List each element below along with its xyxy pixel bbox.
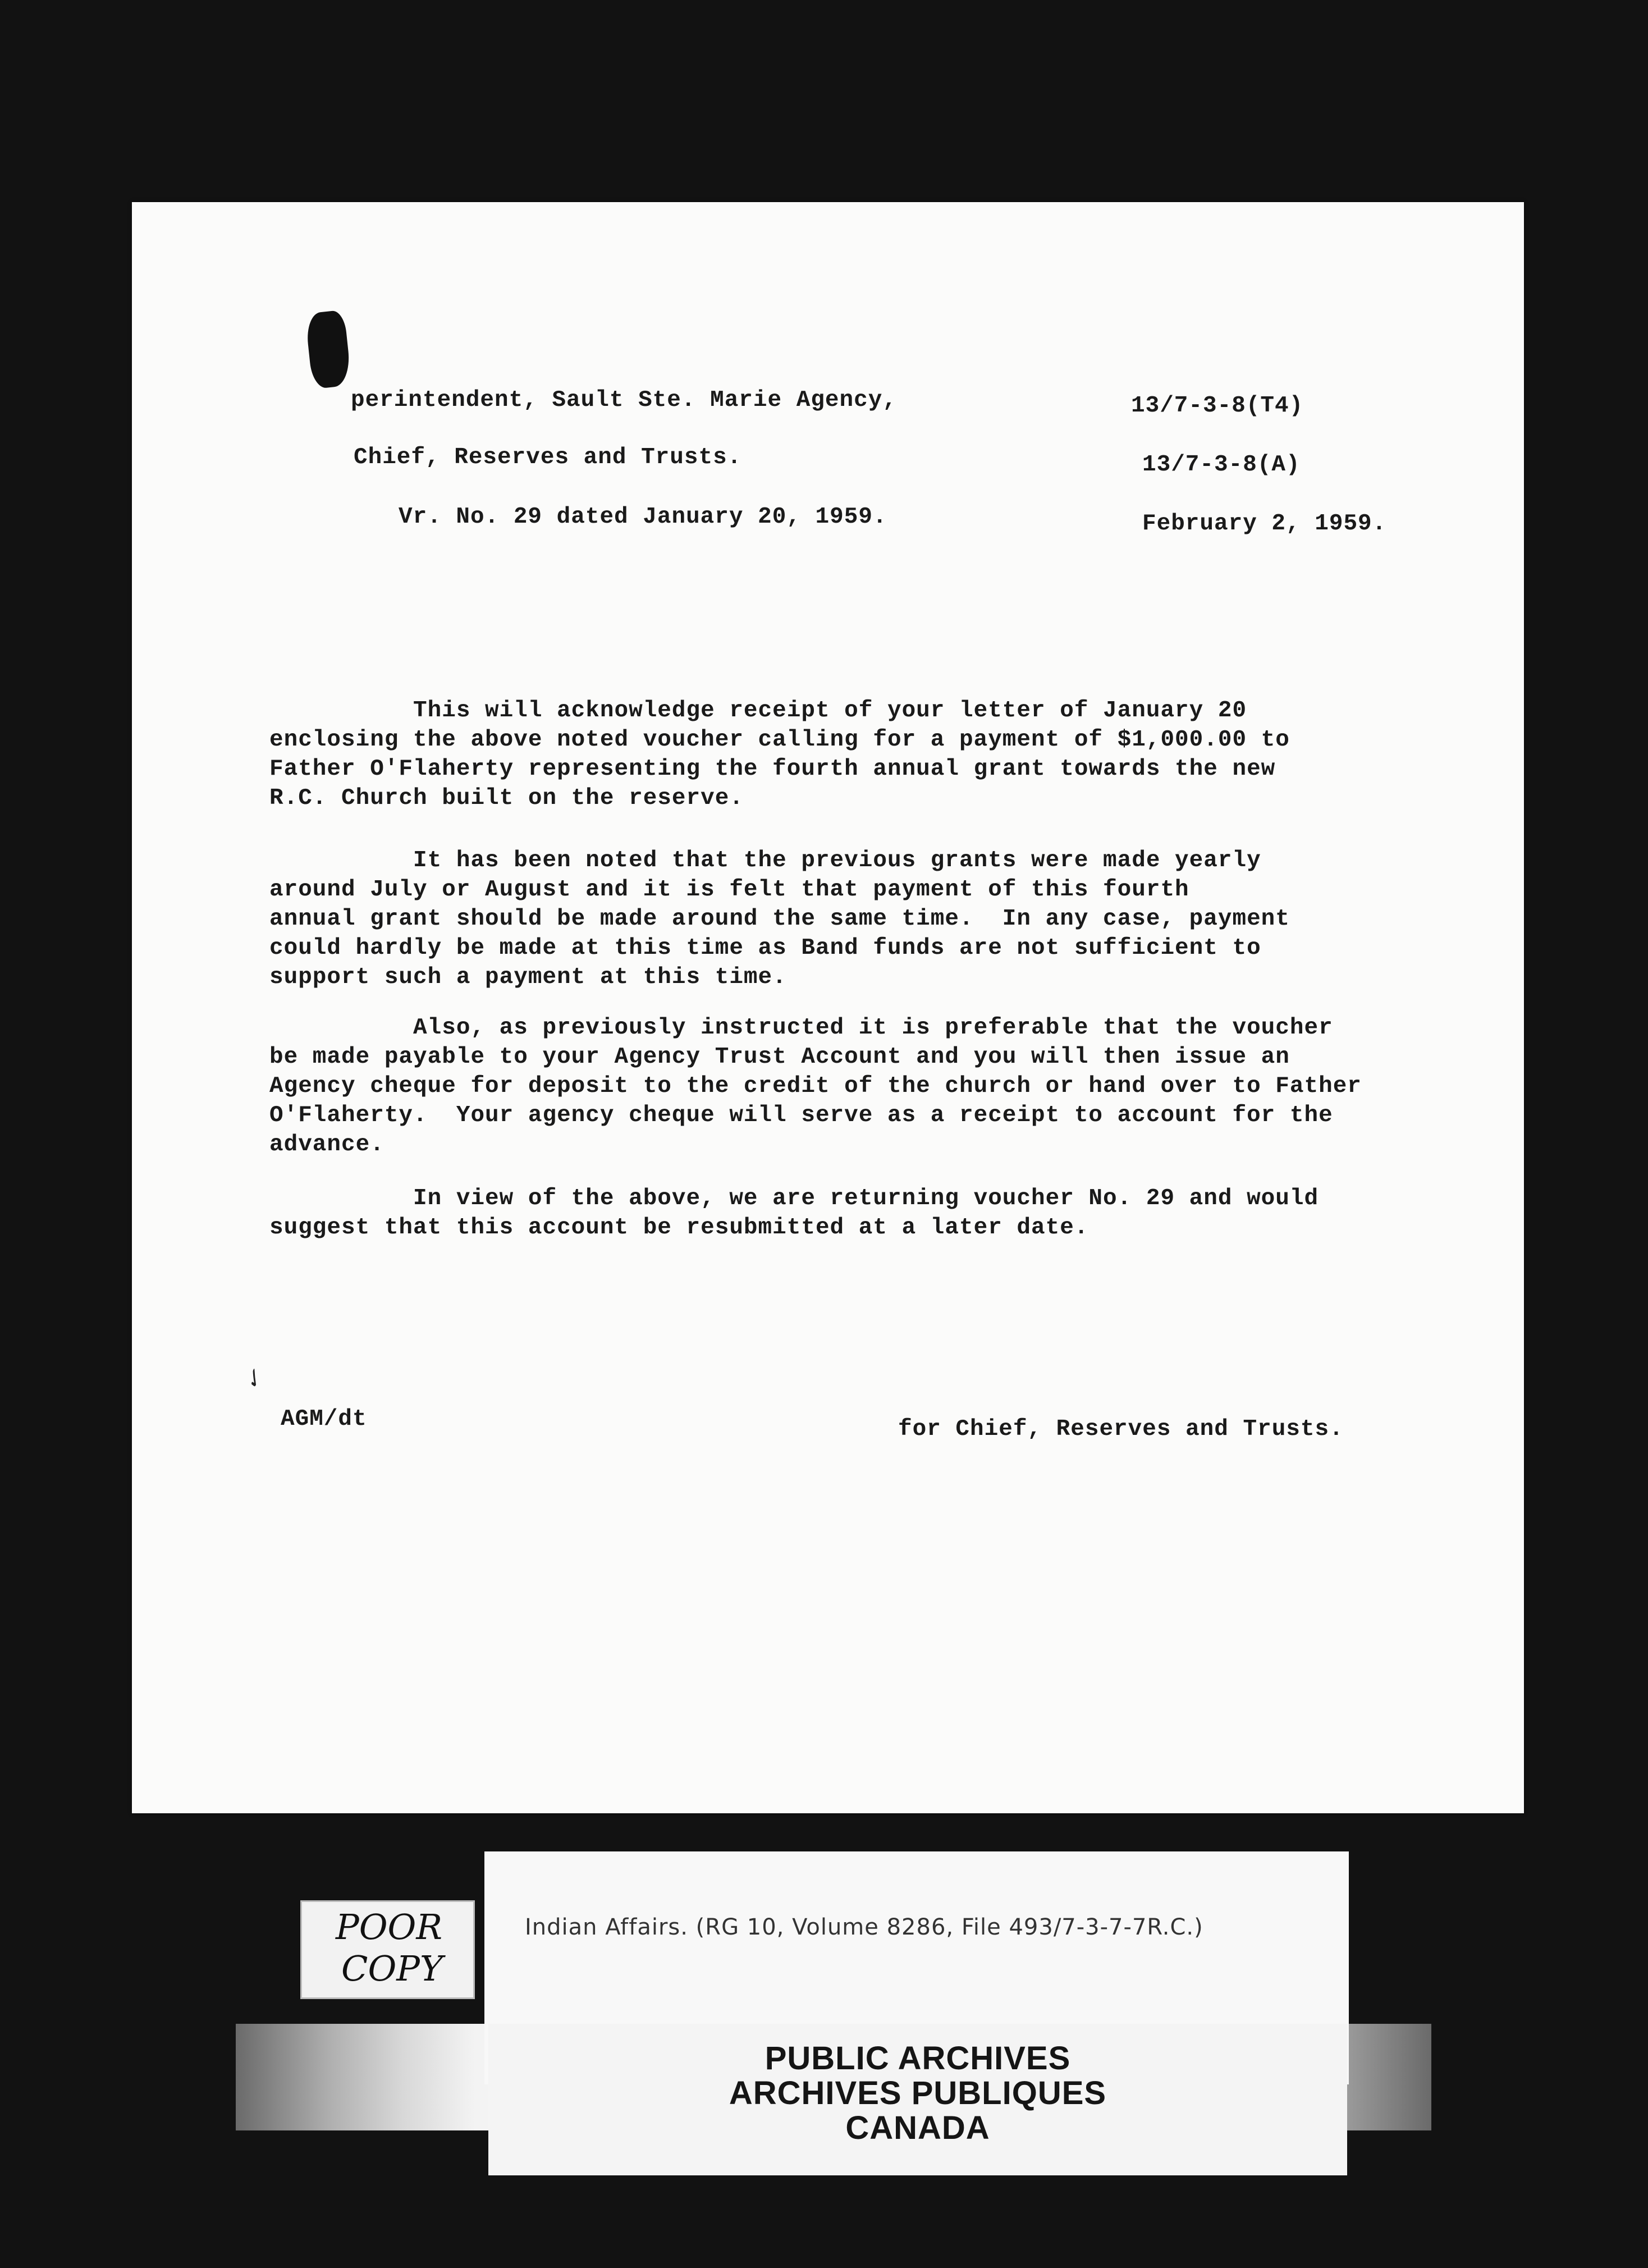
paragraph-line: Father O'Flaherty representing the fourth annual grant towards the new [269,756,1276,782]
paragraph-1 [269,698,1426,815]
letter-page [132,202,1524,1813]
paragraph-line: advance. [269,1132,384,1158]
handwritten-initial-mark: ✓ [237,1364,270,1396]
re-line: Vr. No. 29 dated January 20, 1959. [399,504,887,530]
file-reference-2: 13/7-3-8(A) [1142,452,1301,478]
paragraph-line: In view of the above, we are returning voucher No. 29 and would [269,1186,1319,1211]
paragraph-3 [269,1015,1426,1161]
paragraph-line: This will acknowledge receipt of your letter of January 20 [269,698,1247,724]
typist-initials: AGM/dt [281,1406,367,1432]
paragraph-line: could hardly be made at this time as Band funds are not sufficient to [269,935,1261,961]
poor-copy-line-2: COPY [341,1948,443,1989]
archives-line-3: CANADA [845,2110,990,2146]
archives-stamp [488,2024,1347,2175]
to-line: perintendent, Sault Ste. Marie Agency, [351,387,897,413]
paragraph-line: Also, as previously instructed it is preferable that the voucher [269,1015,1333,1041]
poor-copy-line-1: POOR [336,1906,443,1947]
paragraph-line: It has been noted that the previous grants were made yearly [269,848,1261,874]
signature-block: for Chief, Reserves and Trusts. [898,1416,1344,1442]
paragraph-line: support such a payment at this time. [269,964,787,990]
paragraph-line: R.C. Church built on the reserve. [269,785,744,811]
paragraph-line: O'Flaherty. Your agency cheque will serve as a receipt to account for the [269,1103,1333,1128]
paragraph-line: suggest that this account be resubmitted at a later date. [269,1215,1089,1241]
paragraph-line: enclosing the above noted voucher calling for a payment of $1,000.00 to [269,727,1290,753]
paragraph-2 [269,848,1426,994]
letter-date: February 2, 1959. [1142,511,1387,537]
paragraph-line: be made payable to your Agency Trust Account and you will then issue an [269,1044,1290,1070]
paragraph-4 [269,1186,1426,1244]
from-line: Chief, Reserves and Trusts. [354,445,742,470]
archival-citation: Indian Affairs. (RG 10, Volume 8286, File 493/7-3-7-7R.C.) [525,1914,1203,1940]
file-reference-1: 13/7-3-8(T4) [1131,393,1304,419]
paragraph-line: annual grant should be made around the same time. In any case, payment [269,906,1290,932]
archives-line-1: PUBLIC ARCHIVES [765,2040,1071,2077]
paragraph-line: around July or August and it is felt that payment of this fourth [269,877,1189,903]
paragraph-line: Agency cheque for deposit to the credit of the church or hand over to Father [269,1073,1362,1099]
archives-line-2: ARCHIVES PUBLIQUES [729,2075,1107,2111]
ink-blot [305,310,352,390]
poor-copy-note [300,1900,475,1999]
